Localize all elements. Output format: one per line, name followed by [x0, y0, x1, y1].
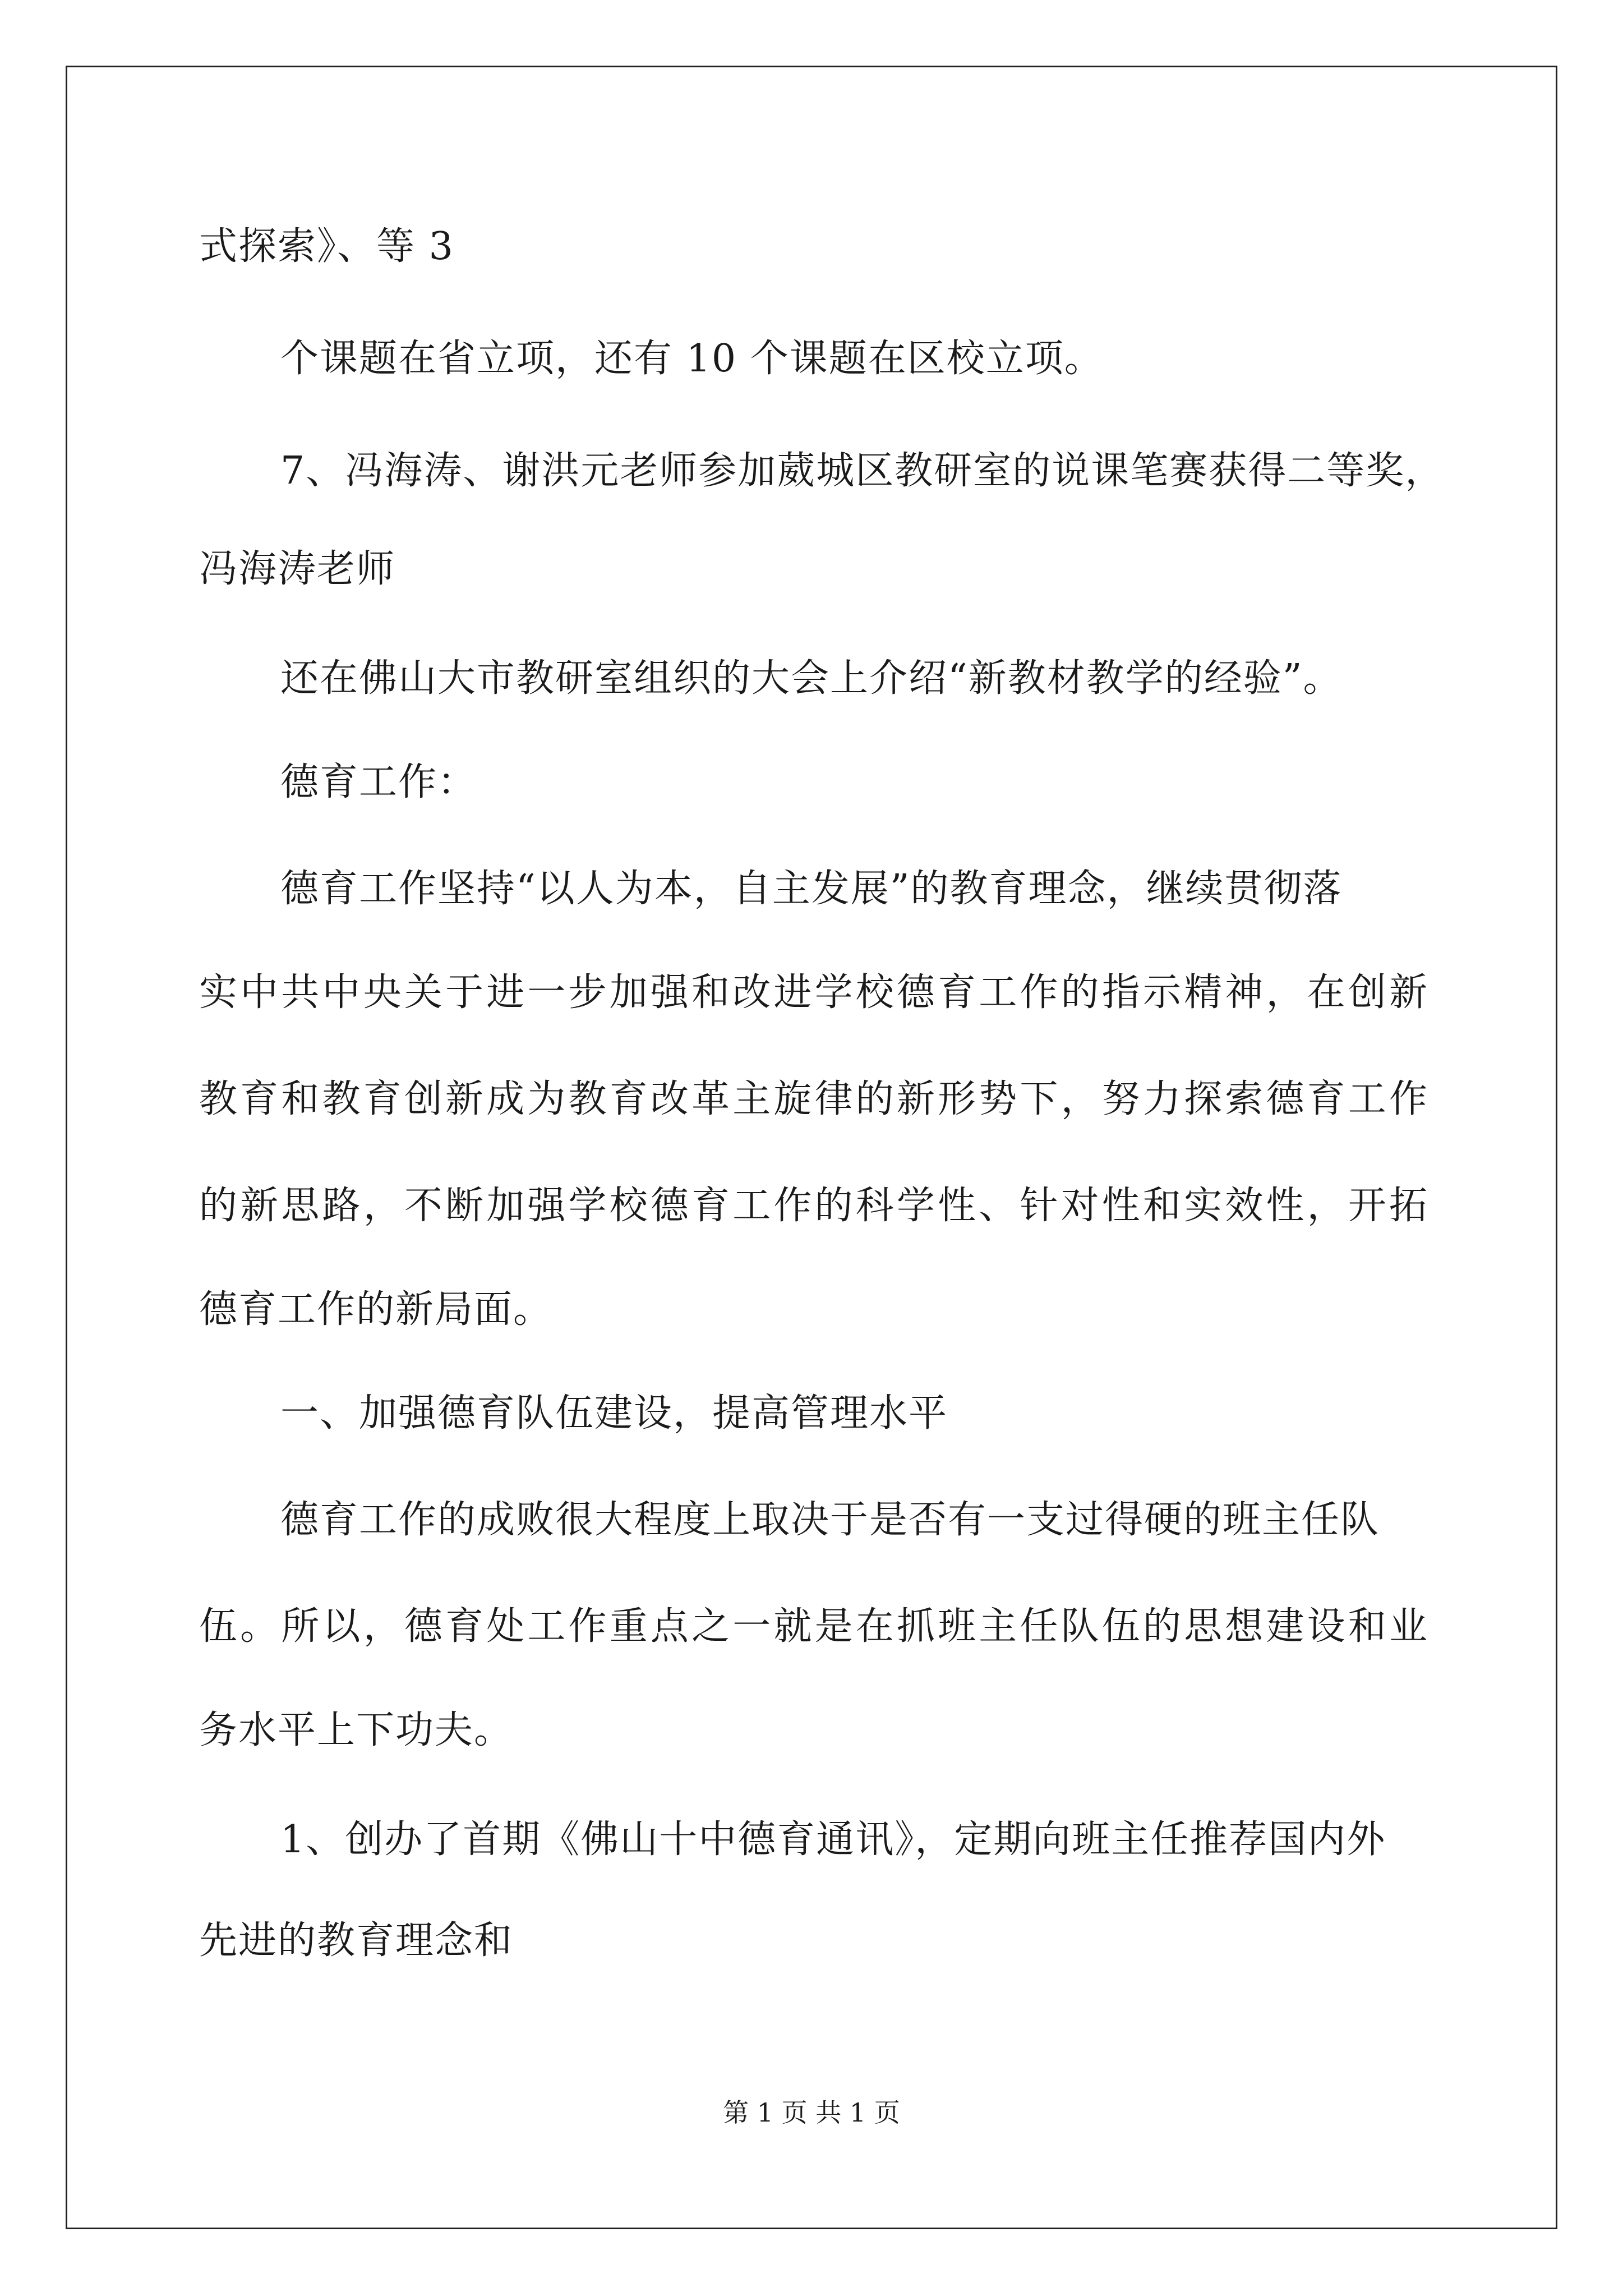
text-line: 伍。所以，德育处工作重点之一就是在抓班主任队伍的思想建设和业	[199, 1604, 1427, 1649]
section-heading: 一、加强德育队伍建设，提高管理水平	[280, 1391, 948, 1435]
text-line: 冯海涛老师	[199, 547, 396, 591]
section-heading: 德育工作：	[280, 760, 477, 804]
text-line: 教育和教育创新成为教育改革主旋律的新形势下，努力探索德育工作	[199, 1077, 1427, 1121]
text-line: 1、创办了首期《佛山十中德育通讯》，定期向班主任推荐国内外	[280, 1818, 1386, 1862]
text-line: 德育工作坚持“以人为本，自主发展”的教育理念，继续贯彻落	[280, 867, 1343, 911]
text-line: 实中共中央关于进一步加强和改进学校德育工作的指示精神，在创新	[199, 970, 1427, 1015]
text-line: 先进的教育理念和	[199, 1918, 514, 1963]
text-line: 还在佛山大市教研室组织的大会上介绍“新教材教学的经验”。	[280, 656, 1343, 701]
text-line: 7、冯海涛、谢洪元老师参加葳城区教研室的说课笔赛获得二等奖，	[280, 449, 1445, 493]
text-line: 个课题在省立项，还有 10 个课题在区校立项。	[280, 337, 1104, 381]
text-line: 务水平上下功夫。	[199, 1708, 514, 1752]
page-footer: 第 1 页 共 1 页	[723, 2097, 900, 2128]
text-line: 式探索》、等 3	[199, 224, 454, 269]
page-border	[66, 66, 1557, 2229]
text-line: 的新思路，不断加强学校德育工作的科学性、针对性和实效性，开拓	[199, 1184, 1427, 1228]
text-line: 德育工作的成败很大程度上取决于是否有一支过得硬的班主任队	[280, 1498, 1380, 1542]
text-line: 德育工作的新局面。	[199, 1287, 553, 1332]
